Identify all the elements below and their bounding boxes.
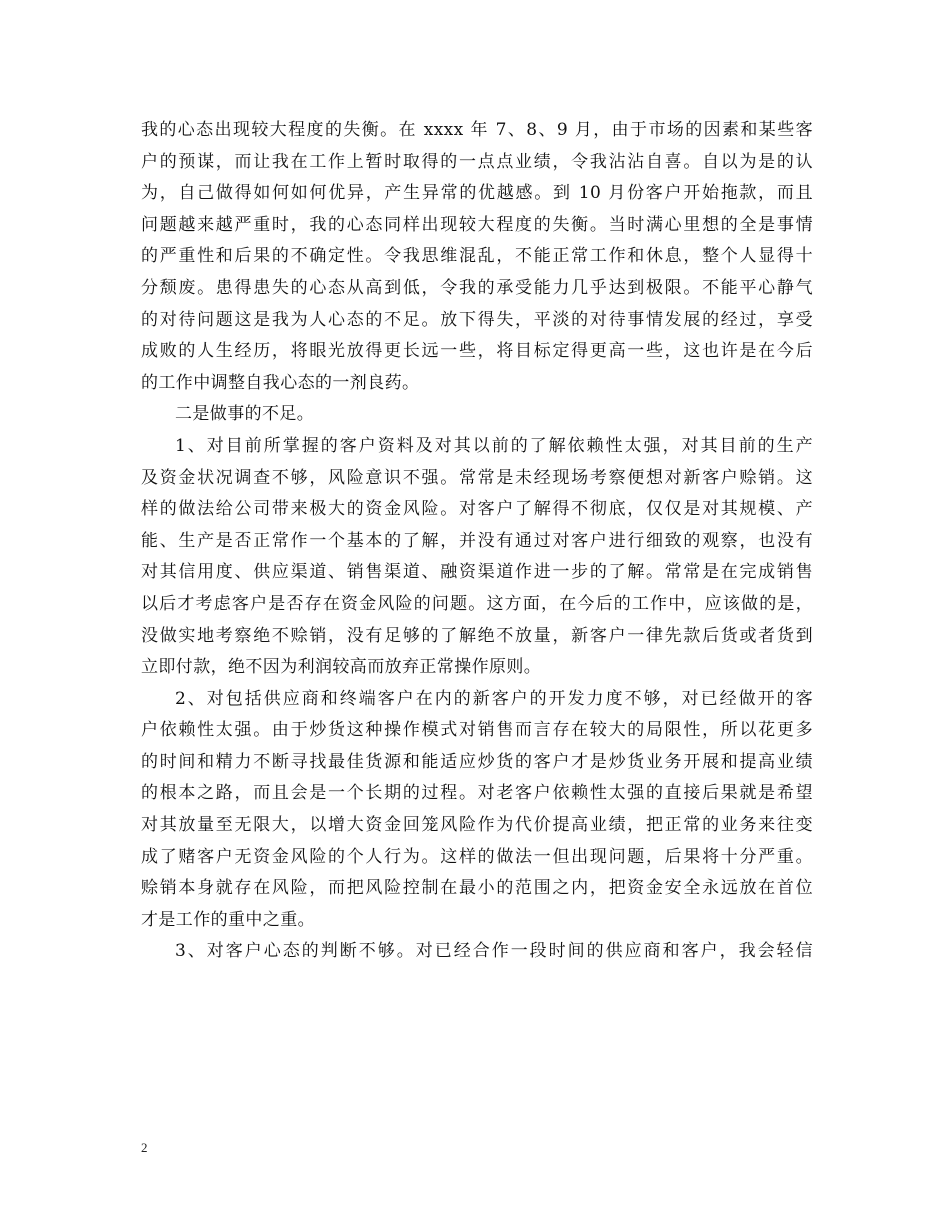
- text-line: 能、生产是否正常作一个基本的了解，并没有通过对客户进行细致的观察，也没有: [141, 530, 813, 551]
- text-line: 的工作中调整自我心态的一剂良药。: [141, 372, 420, 393]
- section-heading: 二是做事的不足。: [175, 404, 315, 425]
- page-number: 2: [141, 1140, 148, 1155]
- text-line: 成了赌客户无资金风险的个人行为。这样的做法一但出现问题，后果将十分严重。: [141, 846, 813, 867]
- text-line: 立即付款，绝不因为利润较高而放弃正常操作原则。: [141, 657, 542, 678]
- text-line: 的严重性和后果的不确定性。令我思维混乱，不能正常工作和休息，整个人显得十: [141, 246, 813, 267]
- text-line: 对其放量至无限大，以增大资金回笼风险作为代价提高业绩，把正常的业务来往变: [141, 815, 813, 836]
- text-line: 没做实地考察绝不赊销，没有足够的了解绝不放量，新客户一律先款后货或者货到: [141, 625, 813, 646]
- text-line: 赊销本身就存在风险，而把风险控制在最小的范围之内，把资金安全永远放在首位: [141, 878, 813, 899]
- text-line: 的对待问题这是我为人心态的不足。放下得失，平淡的对待事情发展的经过，享受: [141, 309, 813, 330]
- text-line: 的根本之路，而且会是一个长期的过程。对老客户依赖性太强的直接后果就是希望: [141, 783, 813, 804]
- text-line: 以后才考虑客户是否存在资金风险的问题。这方面，在今后的工作中，应该做的是，: [141, 593, 813, 614]
- body-text: [141, 115, 813, 968]
- text-line: 分颓废。患得患失的心态从高到低，令我的承受能力几乎达到极限。不能平心静气: [141, 277, 813, 298]
- text-line: 成败的人生经历，将眼光放得更长远一些，将目标定得更高一些，这也许是在今后: [141, 341, 813, 362]
- text-line: 为，自己做得如何如何优异，产生异常的优越感。到 10 月份客户开始拖款，而且: [141, 183, 813, 204]
- text-line: 1、对目前所掌握的客户资料及对其以前的了解依赖性太强，对其目前的生产: [175, 435, 813, 456]
- text-line: 对其信用度、供应渠道、销售渠道、融资渠道作进一步的了解。常常是在完成销售: [141, 562, 813, 583]
- text-line: 问题越来越严重时，我的心态同样出现较大程度的失衡。当时满心里想的全是事情: [141, 214, 813, 235]
- text-line: 户依赖性太强。由于炒货这种操作模式对销售而言存在较大的局限性，所以花更多: [141, 720, 813, 741]
- text-line: 才是工作的重中之重。: [141, 909, 315, 930]
- text-line: 的时间和精力不断寻找最佳货源和能适应炒货的客户才是炒货业务开展和提高业绩: [141, 751, 813, 772]
- text-line: 我的心态出现较大程度的失衡。在 xxxx 年 7、8、9 月，由于市场的因素和某些客: [141, 120, 813, 140]
- text-line: 样的做法给公司带来极大的资金风险。对客户了解得不彻底，仅仅是对其规模、产: [141, 499, 813, 520]
- text-line: 2、对包括供应商和终端客户在内的新客户的开发力度不够，对已经做开的客: [175, 688, 813, 709]
- text-line: 3、对客户心态的判断不够。对已经合作一段时间的供应商和客户，我会轻信: [175, 941, 813, 962]
- text-line: 及资金状况调查不够，风险意识不强。常常是未经现场考察便想对新客户赊销。这: [141, 467, 813, 488]
- text-line: 户的预谋，而让我在工作上暂时取得的一点点业绩，令我沾沾自喜。自以为是的认: [141, 151, 813, 172]
